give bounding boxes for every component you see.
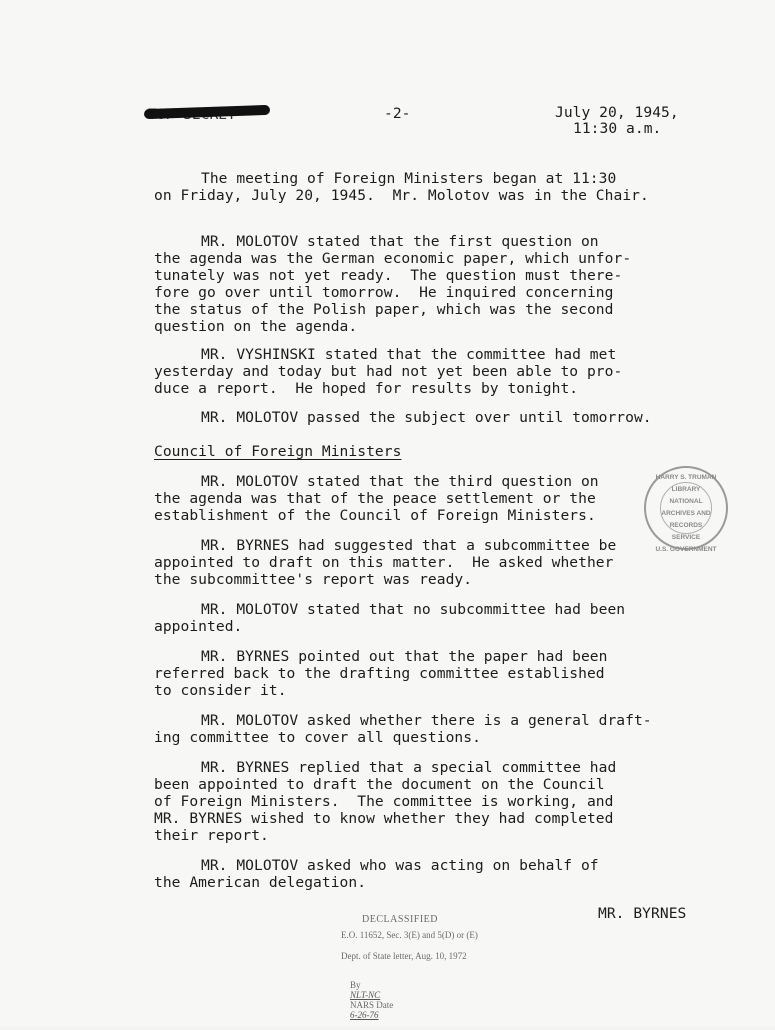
text-line: question on the agenda. <box>154 318 358 335</box>
declassified-date: 6-26-76 <box>350 1010 379 1020</box>
text-line: duce a report. He hoped for results by tonight. <box>154 380 579 397</box>
text-line: ing committee to cover all questions. <box>154 729 481 746</box>
text-line: MR. MOLOTOV stated that the first question on <box>201 233 599 250</box>
declassified-letter: Dept. of State letter, Aug. 10, 1972 <box>341 951 467 961</box>
library-stamp <box>644 466 728 553</box>
text-line: appointed to draft on this matter. He asked whether <box>154 554 614 571</box>
page-number: -2- <box>384 105 411 122</box>
text-line: to consider it. <box>154 682 287 699</box>
header-time: 11:30 a.m. <box>573 120 662 137</box>
text-line: the agenda was that of the peace settlement or the <box>154 490 596 507</box>
text-line: MR. BYRNES replied that a special committee had <box>201 759 617 776</box>
text-line: MR. BYRNES pointed out that the paper had been <box>201 648 608 665</box>
declassified-agency: NARS Date <box>350 1000 394 1010</box>
text-line: MR. BYRNES had suggested that a subcommittee be <box>201 537 617 554</box>
text-line: the subcommittee's report was ready. <box>154 571 473 588</box>
text-line: appointed. <box>154 618 243 635</box>
declassified-initials: NLT-NC <box>350 990 381 1000</box>
text-line: MR. VYSHINSKI stated that the committee had met <box>201 346 617 363</box>
text-line: The meeting of Foreign Ministers began at 11:30 <box>201 170 617 187</box>
catchword: MR. BYRNES <box>598 905 687 922</box>
declassified-authority: E.O. 11652, Sec. 3(E) and 5(D) or (E) <box>341 930 478 940</box>
classification-marking <box>148 104 236 123</box>
text-line: the American delegation. <box>154 874 367 891</box>
text-line: tunately was not yet ready. The question must there- <box>154 267 623 284</box>
text-line: MR. BYRNES wished to know whether they had completed <box>154 810 614 827</box>
text-line: been appointed to draft the document on the Council <box>154 776 605 793</box>
stamp-text: HARRY S. TRUMAN LIBRARY NATIONAL ARCHIVES AND RECORDS SERVICE U.S. GOVERNMENT <box>655 474 717 553</box>
text-line: MR. MOLOTOV stated that no subcommittee had been <box>201 601 626 618</box>
text-line: MR. MOLOTOV asked whether there is a general draft- <box>201 712 652 729</box>
text-line: the status of the Polish paper, which was the second <box>154 301 614 318</box>
text-line: MR. MOLOTOV stated that the third question on <box>201 473 599 490</box>
text-line: their report. <box>154 827 269 844</box>
section-heading: Council of Foreign Ministers <box>154 443 402 460</box>
text-line: fore go over until tomorrow. He inquired concerning <box>154 284 614 301</box>
declassified-by-line <box>341 970 393 1030</box>
declassified-by-prefix: By <box>350 980 361 990</box>
text-line: establishment of the Council of Foreign Ministers. <box>154 507 596 524</box>
text-line: on Friday, July 20, 1945. Mr. Molotov was in the Chair. <box>154 187 649 204</box>
text-line: referred back to the drafting committee established <box>154 665 605 682</box>
text-line: the agenda was the German economic paper, which unfor- <box>154 250 632 267</box>
text-line: MR. MOLOTOV passed the subject over until tomorrow. <box>201 409 652 426</box>
text-line: MR. MOLOTOV asked who was acting on behalf of <box>201 857 599 874</box>
declassified-title: DECLASSIFIED <box>362 914 439 925</box>
header-date: July 20, 1945, <box>555 104 679 121</box>
text-line: of Foreign Ministers. The committee is working, and <box>154 793 614 810</box>
text-line: yesterday and today but had not yet been able to pro- <box>154 363 623 380</box>
